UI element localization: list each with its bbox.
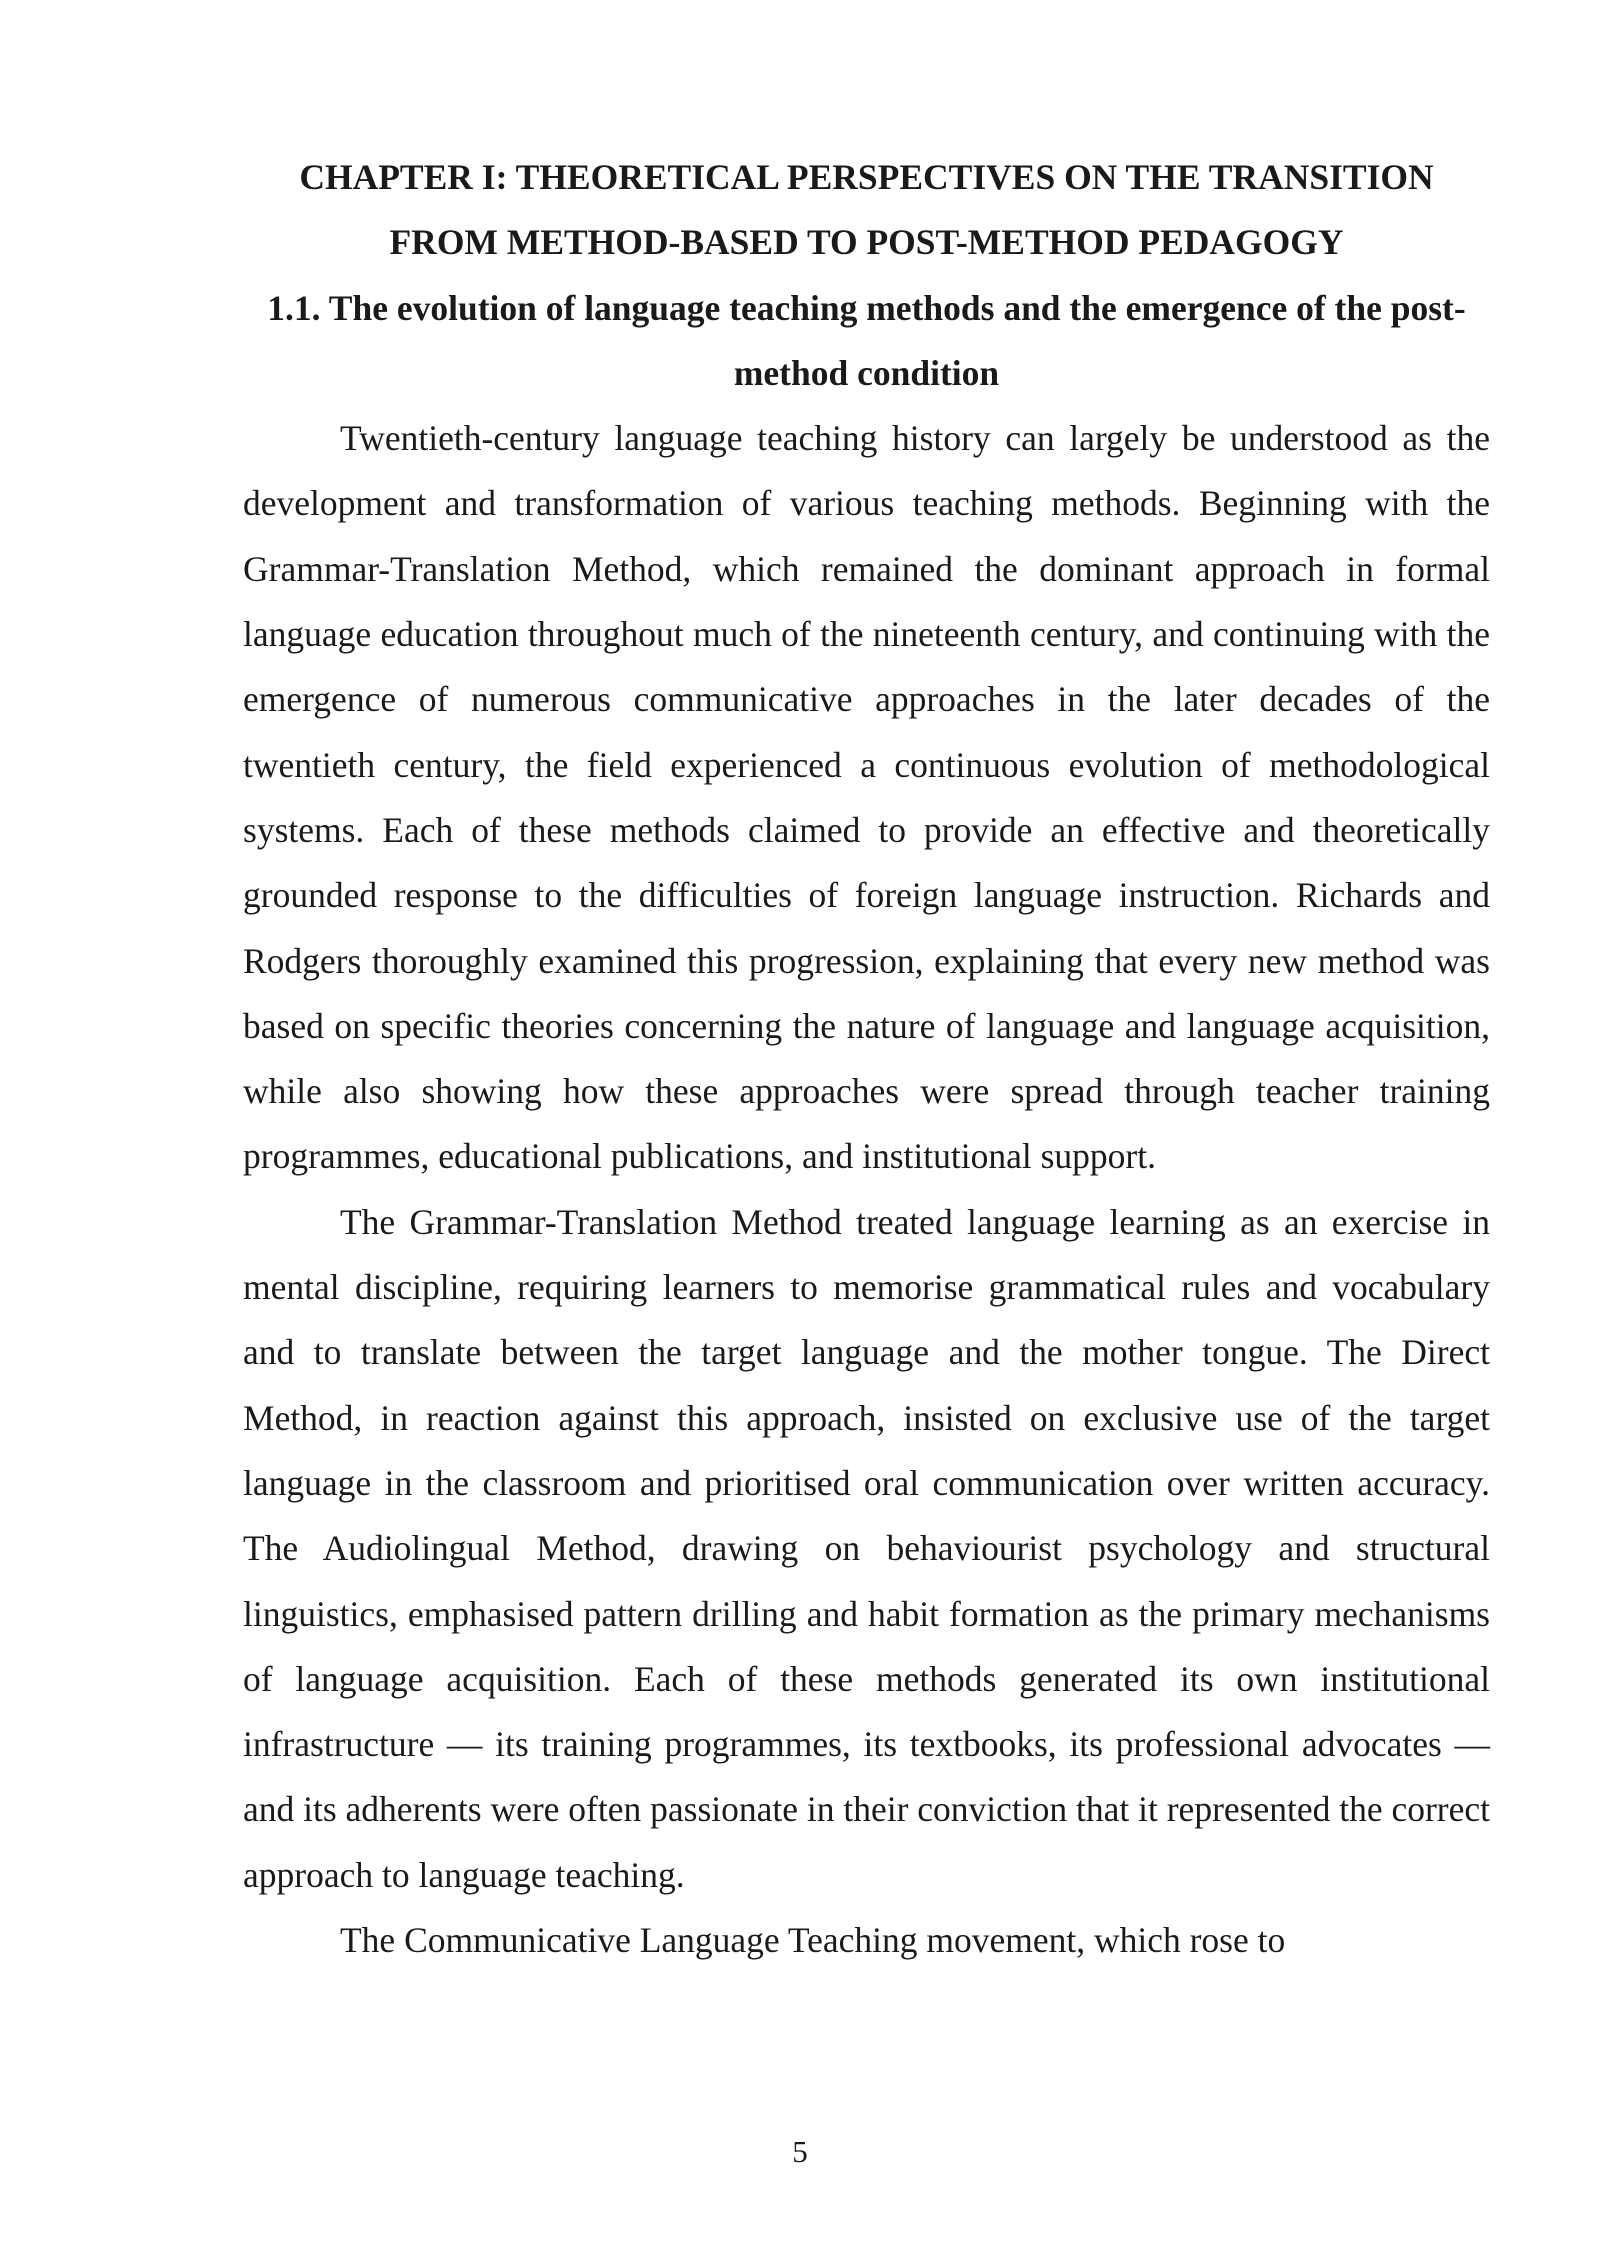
- page-number: 5: [792, 2134, 808, 2169]
- page-content: [243, 145, 1490, 1973]
- chapter-heading: CHAPTER I: THEORETICAL PERSPECTIVES ON THE TRANSITION FROM METHOD-BASED TO POST-METHOD PEDAGOGY: [299, 157, 1434, 263]
- paragraph-3: The Communicative Language Teaching movement, which rose to: [340, 1920, 1286, 1961]
- section-heading: 1.1. The evolution of language teaching methods and the emergence of the post-method condition: [267, 287, 1466, 393]
- paragraph-2: The Grammar-Translation Method treated language learning as an exercise in mental discipline, requiring learners to memorise grammatical rules and vocabulary and to translate between the target language and the mother tongue. The Direct Method, in reaction against this approach, insisted on exclusive use of the target language in the classroom and prioritised oral communication over written accuracy. The Audiolingual Method, drawing on behaviourist psychology and structural linguistics, emphasised pattern drilling and habit formation as the primary mechanisms of language acquisition. Each of these methods generated its own institutional infrastructure — its training programmes, its textbooks, its professional advocates — and its adherents were often passionate in their conviction that it represented the correct approach to language teaching.: [243, 1201, 1490, 1895]
- paragraph-1: Twentieth-century language teaching history can largely be understood as the development and transformation of various teaching methods. Beginning with the Grammar-Translation Method, which remained the dominant approach in formal language education throughout much of the nineteenth century, and continuing with the emergence of numerous communicative approaches in the later decades of the twentieth century, the field experienced a continuous evolution of methodological systems. Each of these methods claimed to provide an effective and theoretically grounded response to the difficulties of foreign language instruction. Richards and Rodgers thoroughly examined this progression, explaining that every new method was based on specific theories concerning the nature of language and language acquisition, while also showing how these approaches were spread through teacher training programmes, educational publications, and institutional support.: [243, 418, 1490, 1177]
